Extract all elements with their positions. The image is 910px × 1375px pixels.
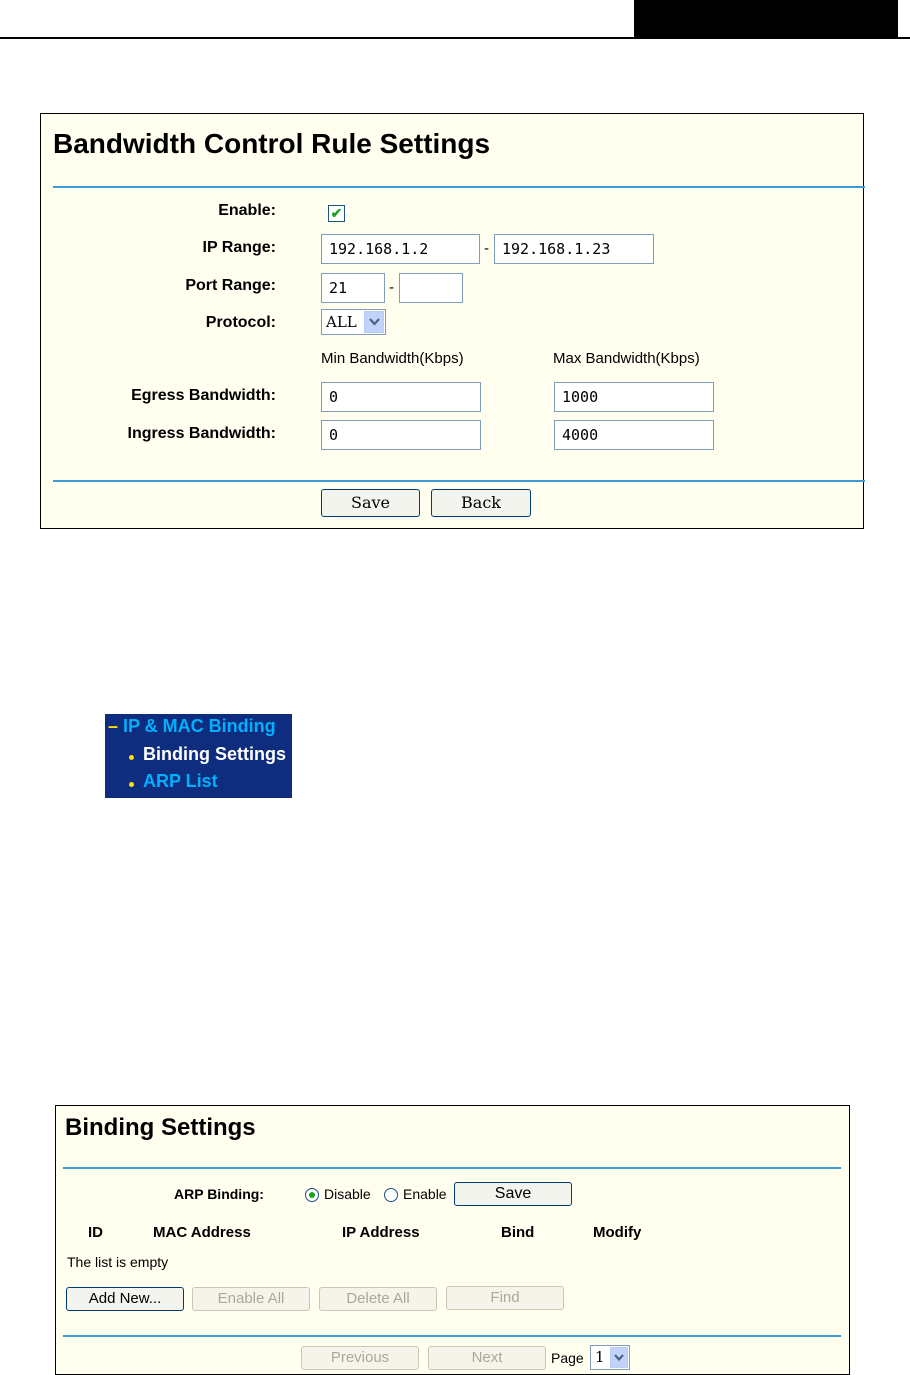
- port-range-separator: -: [389, 279, 394, 296]
- enable-label: Enable: [403, 1186, 447, 1202]
- disable-radio[interactable]: [305, 1188, 319, 1202]
- page-select[interactable]: [590, 1345, 630, 1370]
- page-label: Page: [551, 1350, 584, 1366]
- delete-all-button[interactable]: Delete All: [319, 1287, 437, 1311]
- ip-start-input[interactable]: 192.168.1.2: [321, 234, 480, 264]
- panel-title: Binding Settings: [65, 1114, 256, 1141]
- divider-top: [63, 1167, 841, 1169]
- chevron-down-icon[interactable]: [610, 1347, 628, 1368]
- enable-radio[interactable]: [384, 1188, 398, 1202]
- sidebar-item-arp-list[interactable]: ARP List: [143, 771, 218, 791]
- protocol-select[interactable]: [321, 309, 386, 335]
- divider-top: [53, 186, 865, 188]
- bandwidth-control-panel: [40, 113, 864, 529]
- ip-end-input[interactable]: 192.168.1.23: [494, 234, 654, 264]
- ingress-max-input[interactable]: 4000: [554, 420, 714, 450]
- save-button[interactable]: Save: [321, 489, 420, 517]
- port-range-label: Port Range:: [185, 277, 276, 294]
- add-new-button[interactable]: Add New...: [66, 1287, 184, 1311]
- check-icon: ✔: [330, 205, 343, 221]
- column-mac-address: MAC Address: [153, 1224, 251, 1241]
- back-button[interactable]: Back: [431, 489, 531, 517]
- arp-binding-label: ARP Binding:: [174, 1186, 264, 1202]
- sidebar-item-ip-mac-binding[interactable]: IP & MAC Binding: [123, 716, 276, 736]
- column-bind: Bind: [501, 1224, 535, 1241]
- column-id: ID: [88, 1224, 103, 1241]
- previous-button[interactable]: Previous: [301, 1346, 419, 1370]
- empty-list-message: The list is empty: [67, 1254, 169, 1270]
- ingress-min-input[interactable]: 0: [321, 420, 481, 450]
- sidebar-item-binding-settings[interactable]: Binding Settings: [143, 744, 286, 764]
- ingress-bandwidth-label: Ingress Bandwidth:: [127, 425, 276, 442]
- panel-title: Bandwidth Control Rule Settings: [53, 128, 491, 159]
- egress-bandwidth-label: Egress Bandwidth:: [131, 387, 276, 404]
- port-start-input[interactable]: 21: [321, 273, 385, 303]
- enable-label: Enable:: [218, 202, 276, 219]
- egress-min-input[interactable]: 0: [321, 382, 481, 412]
- protocol-label: Protocol:: [205, 314, 276, 331]
- port-end-input[interactable]: [399, 273, 463, 303]
- ip-range-separator: -: [484, 240, 489, 257]
- bullet-icon: [129, 782, 134, 787]
- next-button[interactable]: Next: [428, 1346, 546, 1370]
- enable-checkbox[interactable]: [328, 205, 345, 222]
- sidebar-menu: [105, 714, 292, 798]
- save-button[interactable]: Save: [454, 1182, 572, 1206]
- column-modify: Modify: [593, 1224, 642, 1241]
- chevron-down-icon[interactable]: [364, 311, 384, 333]
- enable-all-button[interactable]: Enable All: [192, 1287, 310, 1311]
- bullet-icon: [129, 755, 134, 760]
- disable-label: Disable: [324, 1186, 371, 1202]
- header-block: [634, 0, 898, 37]
- divider-bottom: [53, 480, 865, 482]
- find-button[interactable]: Find: [446, 1286, 564, 1310]
- collapse-icon[interactable]: –: [108, 716, 119, 736]
- min-bandwidth-header: Min Bandwidth(Kbps): [321, 350, 464, 367]
- max-bandwidth-header: Max Bandwidth(Kbps): [553, 350, 700, 367]
- binding-settings-panel: [55, 1105, 850, 1375]
- header-rule: [0, 37, 910, 39]
- egress-max-input[interactable]: 1000: [554, 382, 714, 412]
- protocol-value: ALL: [326, 313, 357, 331]
- column-ip-address: IP Address: [342, 1224, 420, 1241]
- divider-bottom: [63, 1335, 841, 1337]
- ip-range-label: IP Range:: [202, 239, 276, 256]
- page-value: 1: [595, 1348, 605, 1366]
